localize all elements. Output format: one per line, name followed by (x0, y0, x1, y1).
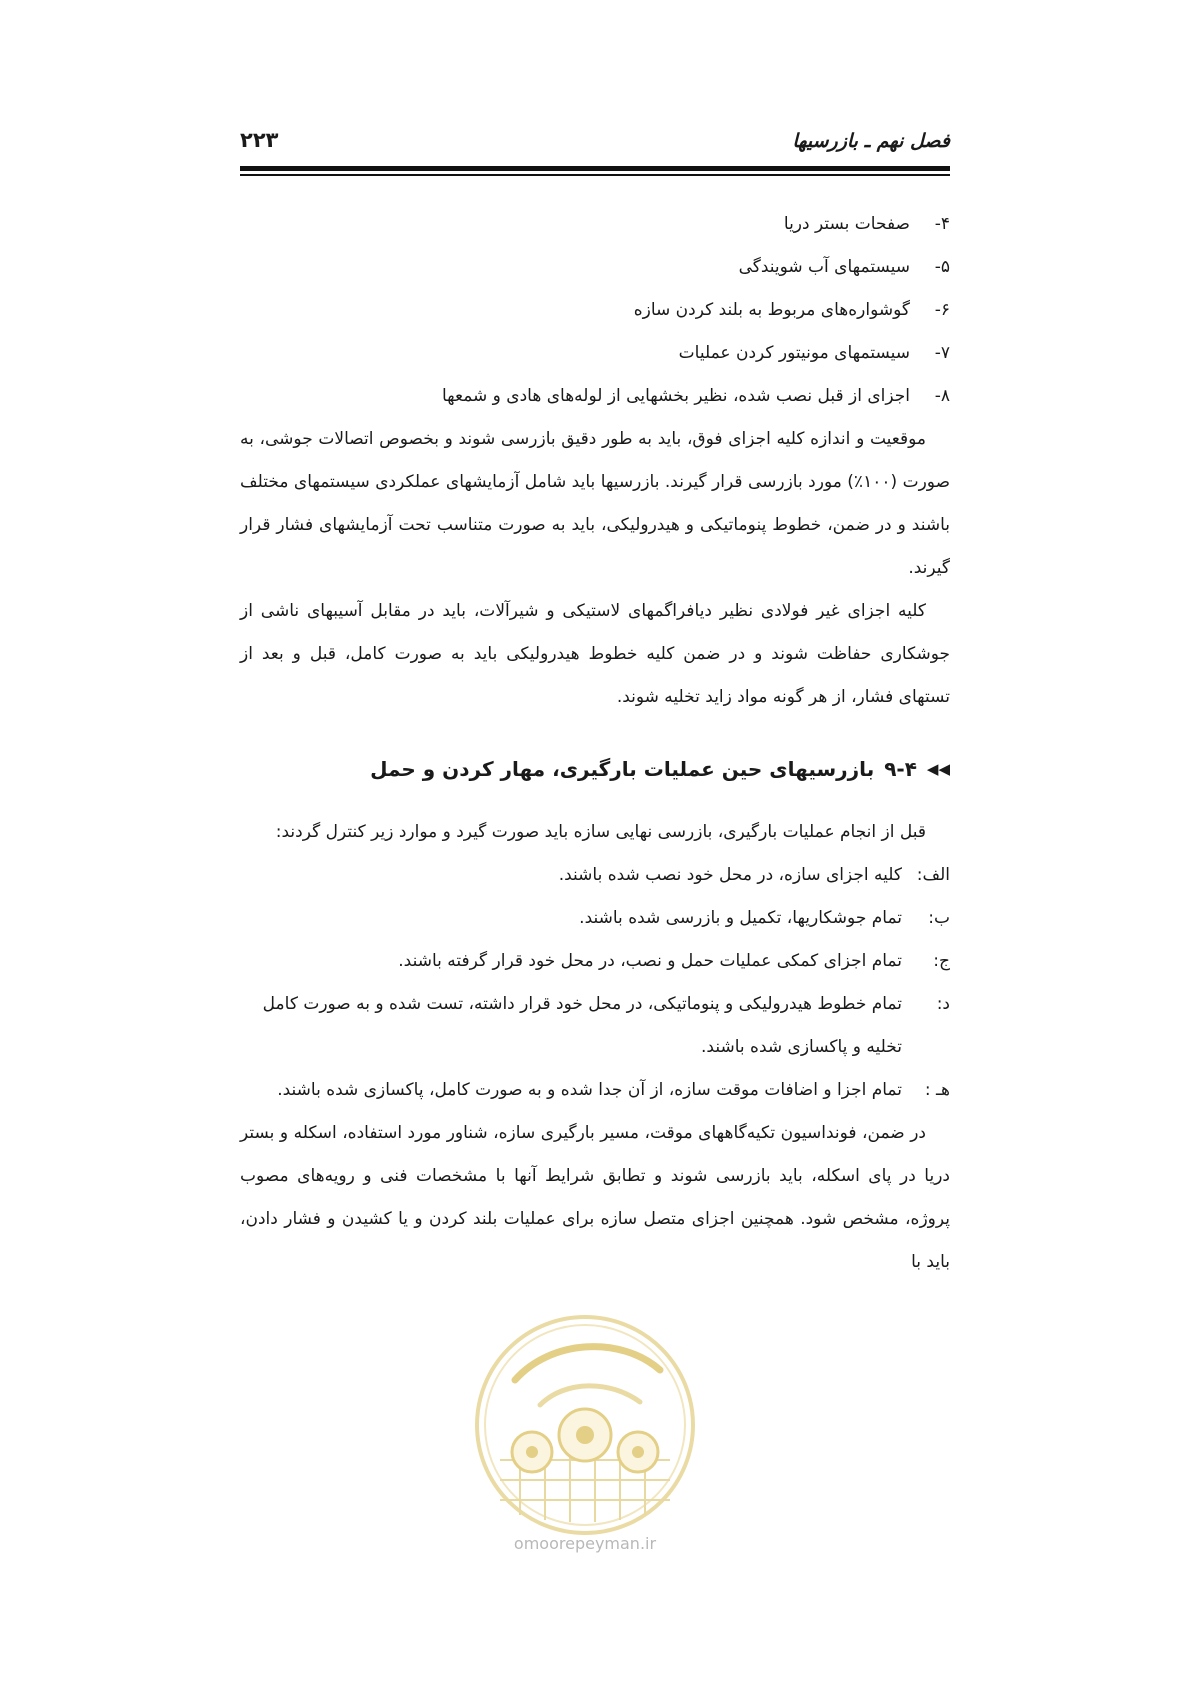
section-heading (240, 749, 950, 789)
list-item: ۴- صفحات بستر دریا (783, 214, 950, 234)
header-rule-thin (240, 174, 950, 176)
list-item: د: تمام خطوط هیدرولیکی و پنوماتیکی، در محل خود قرار داشته، تست شده و به صورت کامل تخلیه و پاکسازی شده باشند. (262, 994, 950, 1057)
list-item: ۷- سیستمهای مونیتور کردن عملیات (678, 343, 950, 363)
section-marker-icon: ◀◀ (926, 760, 950, 778)
header-rule-thick (240, 166, 950, 171)
paragraph-intro: قبل از انجام عملیات بارگیری، بازرسی نهایی سازه باید صورت گیرد و موارد زیر کنترل گردند: (275, 822, 926, 842)
running-header (240, 126, 950, 166)
page-number: ۲۲۳ (240, 128, 279, 152)
watermark-logo (470, 1310, 700, 1540)
paragraph-foundations: در ضمن، فونداسیون تکیه‌گاههای موقت، مسیر بارگیری سازه، شناور مورد استفاده، اسکله و بستر دریا در پای اسکله، باید بازرسی شوند و تطابق شرایط آنها با مشخصات فنی و رویه‌های مصوب پروژه، مشخص شود. همچنین اجزای متصل سازه برای عملیات بلند کردن و یا کشیدن و فشار دادن، باید با (240, 1123, 950, 1272)
section-number: ۹-۴ (884, 757, 917, 781)
list-item: ۵- سیستمهای آب شویندگی (738, 257, 950, 277)
list-item: ب: تمام جوشکاریها، تکمیل و بازرسی شده باشند. (579, 908, 950, 928)
logo-calligraphy-2 (540, 1386, 640, 1405)
list-item: هـ : تمام اجزا و اضافات موقت سازه، از آن جدا شده و به صورت کامل، پاکسازی شده باشند. (277, 1080, 950, 1100)
list-item: الف: کلیه اجزای سازه، در محل خود نصب شده باشند. (558, 865, 950, 885)
list-item: ۸- اجزای از قبل نصب شده، نظیر بخشهایی از لوله‌های هادی و شمعها (441, 386, 950, 406)
list-item: ۶- گوشواره‌های مربوط به بلند کردن سازه (633, 300, 950, 320)
lettered-list (240, 854, 950, 1112)
list-item: ج: تمام اجزای کمکی عملیات حمل و نصب، در محل خود قرار گرفته باشند. (398, 951, 950, 971)
paragraph-inspection-scope: موقعیت و اندازه کلیه اجزای فوق، باید به طور دقیق بازرسی شوند و بخصوص اتصالات جوشی، به صورت (۱۰۰٪) مورد بازرسی قرار گیرند. بازرسیها باید شامل آزمایشهای عملکردی سیستمهای مختلف باشند و در ضمن، خطوط پنوماتیکی و هیدرولیکی، باید به صورت متناسب تحت آزمایشهای فشار قرار گیرند. (240, 429, 951, 578)
paragraph-non-steel-parts: کلیه اجزای غیر فولادی نظیر دیافراگمهای لاستیکی و شیرآلات، باید در مقابل آسیبهای ناشی از جوشکاری حفاظت شوند و در ضمن کلیه خطوط هیدرولیکی باید به صورت کامل، قبل و بعد از تستهای فشار، از هر گونه مواد زاید تخلیه شوند. (240, 601, 950, 707)
logo-calligraphy (515, 1347, 660, 1380)
chapter-title: فصل نهم ـ بازرسیها (792, 130, 950, 152)
section-title: بازرسیهای حین عملیات بارگیری، مهار کردن و حمل (370, 757, 875, 781)
watermark-site: omoorepeyman.ir (513, 1534, 657, 1553)
body-text (240, 203, 950, 1284)
numbered-list (240, 203, 950, 418)
